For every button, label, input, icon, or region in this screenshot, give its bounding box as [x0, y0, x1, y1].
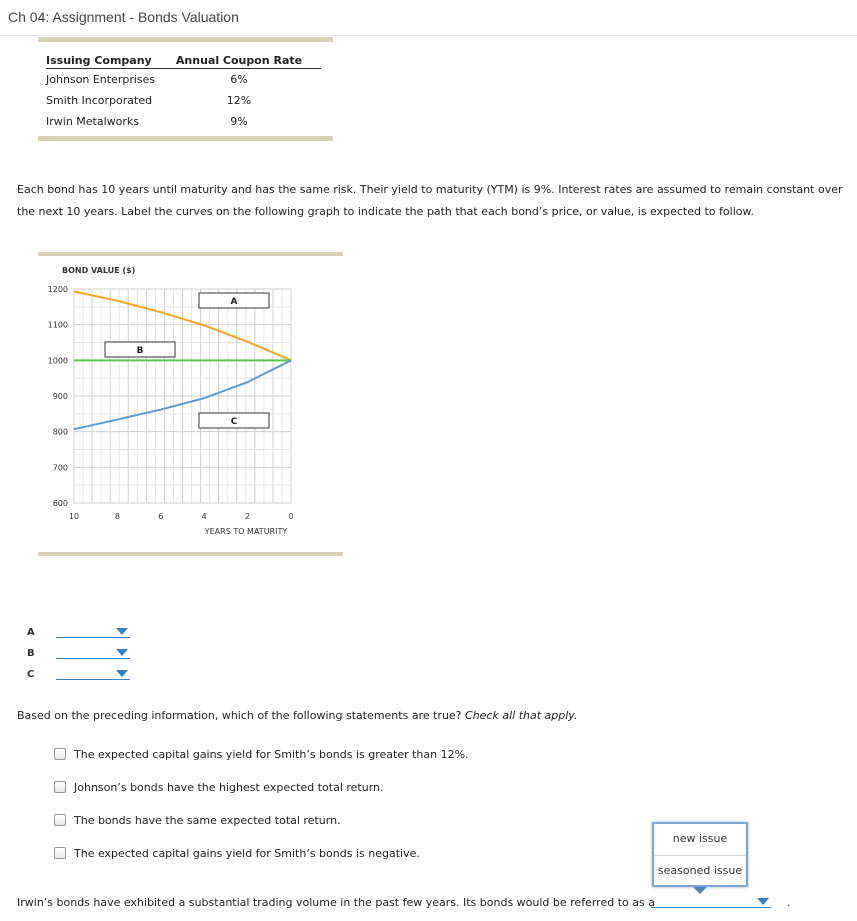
answer-label-a: A: [27, 627, 35, 638]
y-tick-label: 900: [52, 392, 68, 401]
table-bottom-bar: [38, 136, 333, 141]
x-axis-label: YEARS TO MATURITY: [204, 527, 288, 536]
y-tick-label: 1200: [47, 285, 68, 294]
x-tick-label: 4: [201, 512, 207, 521]
option-label: Johnson’s bonds have the highest expected total return.: [74, 781, 384, 794]
menu-item-seasoned-issue[interactable]: seasoned issue: [657, 864, 743, 877]
table-row: [46, 69, 321, 90]
y-axis-label: BOND VALUE ($): [62, 266, 136, 275]
chevron-down-icon: [116, 670, 128, 677]
cell-company: Smith Incorporated: [46, 94, 153, 107]
answer-dropdown-c[interactable]: [56, 666, 130, 680]
final-sentence: Irwin’s bonds have exhibited a substantial trading volume in the past few years. Its bonds would be referred to as a: [17, 896, 655, 909]
y-tick-label: 1100: [47, 320, 68, 330]
x-tick-label: 2: [245, 512, 251, 521]
option-label: The expected capital gains yield for Smith’s bonds is greater than 12%.: [74, 748, 469, 761]
label-slot-b[interactable]: [105, 342, 175, 357]
chevron-down-icon: [757, 898, 769, 905]
y-tick-label: 700: [52, 463, 68, 473]
question-body: Based on the preceding information, which of the following statements are true?: [17, 709, 462, 722]
x-tick-label: 0: [288, 512, 294, 521]
question-hint: Check all that apply.: [465, 709, 578, 722]
page-title: Ch 04: Assignment - Bonds Valuation: [8, 9, 239, 25]
answer-dropdown-a[interactable]: [56, 624, 130, 638]
checkbox[interactable]: [54, 748, 66, 760]
cell-company: Johnson Enterprises: [46, 73, 156, 86]
checkbox[interactable]: [54, 847, 66, 859]
label-slot-a[interactable]: [199, 293, 269, 308]
table-row: [46, 90, 321, 111]
checkbox[interactable]: [54, 814, 66, 826]
table-header: [46, 42, 321, 69]
col-issuing-company: Issuing Company: [46, 54, 152, 67]
checkbox[interactable]: [54, 781, 66, 793]
final-period: .: [787, 896, 791, 909]
y-tick-label: 1000: [47, 356, 68, 366]
y-tick-label: 800: [52, 427, 68, 437]
chart-svg: [38, 252, 343, 556]
menu-caret-icon: [693, 887, 707, 894]
chart-bottom-bar: [38, 552, 343, 556]
page-header: [0, 0, 857, 36]
col-coupon-rate: Annual Coupon Rate: [175, 54, 303, 67]
cell-rate: 6%: [230, 73, 248, 86]
table-row: [46, 111, 321, 132]
menu-item-new-issue[interactable]: new issue: [672, 832, 728, 845]
label-b: B: [136, 346, 144, 356]
option-label: The bonds have the same expected total return.: [74, 814, 341, 827]
option-label: The expected capital gains yield for Smith’s bonds is negative.: [74, 847, 420, 860]
question-text: [17, 709, 577, 722]
issue-type-dropdown[interactable]: [651, 894, 771, 908]
x-tick-label: 6: [158, 512, 164, 521]
answer-label-b: B: [27, 648, 35, 659]
x-tick-label: 10: [68, 512, 80, 521]
coupon-table: [38, 37, 333, 141]
bond-value-chart: [38, 252, 343, 556]
chevron-down-icon: [116, 628, 128, 635]
label-slot-c[interactable]: [199, 413, 269, 428]
label-a: A: [230, 297, 238, 307]
answer-dropdown-b[interactable]: [56, 645, 130, 659]
dropdown-menu: [652, 822, 748, 887]
cell-rate: 12%: [226, 94, 252, 107]
intro-paragraph: Each bond has 10 years until maturity and has the same risk. Their yield to maturity (YTM) is 9%. Interest rates are assumed to remain constant over the next 10 years. Label the curves on the following graph to indicate the path that each bond’s price, or value, is expected to follow.: [17, 183, 843, 218]
y-tick-label: 600: [52, 499, 68, 508]
cell-company: Irwin Metalworks: [46, 115, 140, 128]
chevron-down-icon: [116, 649, 128, 656]
answer-label-c: C: [27, 669, 35, 680]
cell-rate: 9%: [230, 115, 248, 128]
label-c: C: [230, 417, 238, 427]
x-tick-label: 8: [114, 512, 120, 521]
